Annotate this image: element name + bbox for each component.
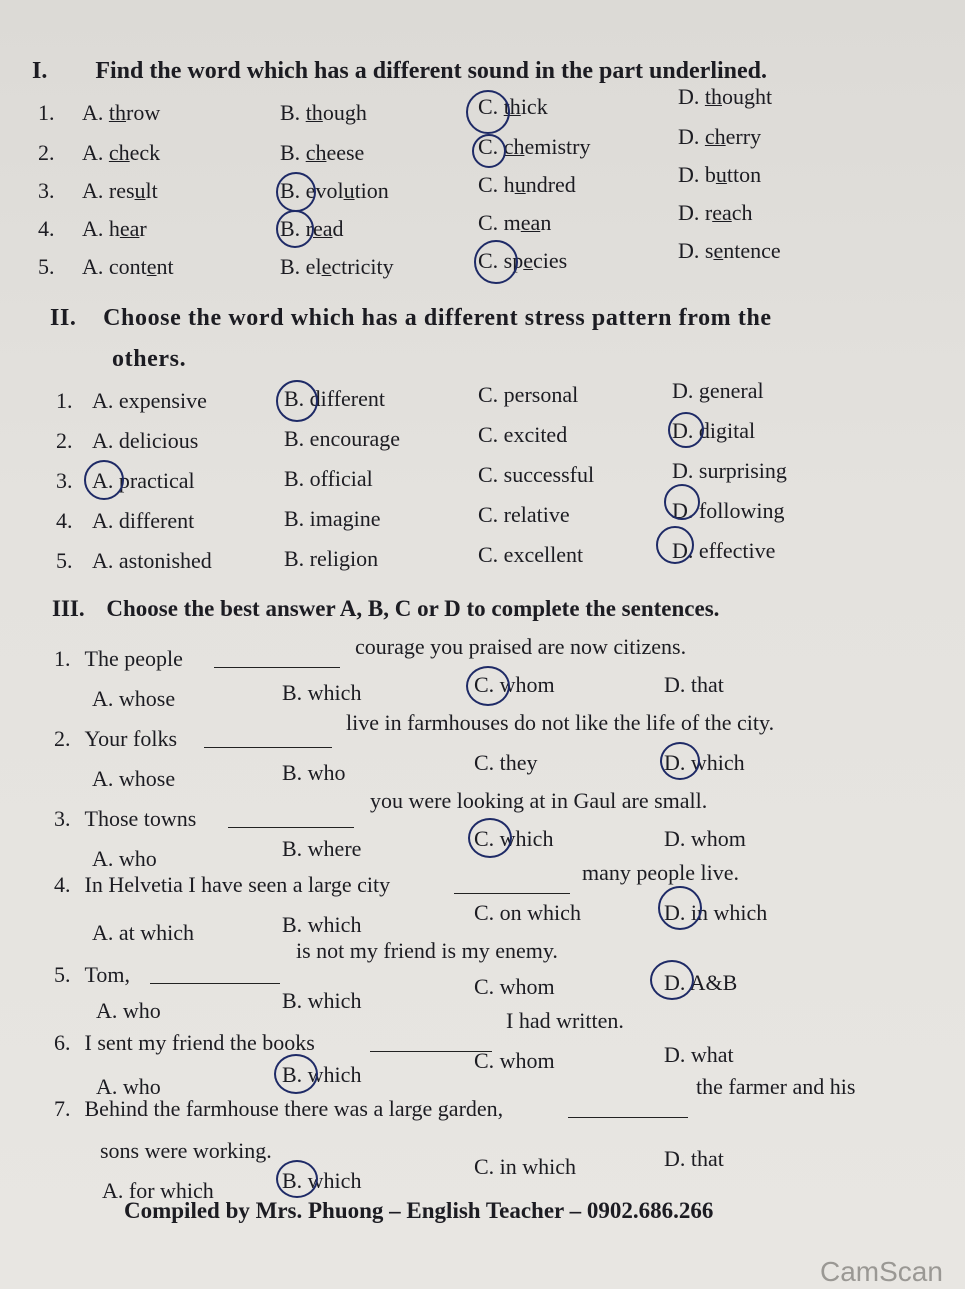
answer-blank bbox=[204, 746, 332, 748]
stem-continuation: is not my friend is my enemy. bbox=[296, 938, 558, 963]
option-c: C. which bbox=[474, 826, 554, 851]
section2-title-line2: others. bbox=[112, 346, 187, 372]
question-number: 3. bbox=[56, 468, 73, 493]
option-text: A. h bbox=[82, 216, 120, 241]
question-number: 2. bbox=[56, 428, 73, 453]
option-text: C. bbox=[478, 94, 504, 119]
question-stem bbox=[54, 962, 130, 988]
option-d: D. A&B bbox=[664, 970, 738, 995]
question-stem bbox=[54, 872, 390, 898]
stem-text: Behind the farmhouse there was a large garden, bbox=[84, 1096, 504, 1121]
option-text: A. bbox=[82, 140, 109, 165]
option-d bbox=[678, 200, 753, 226]
option-text: tion bbox=[354, 178, 389, 203]
answer-circle-mark bbox=[656, 526, 694, 564]
option-c: C. in which bbox=[474, 1154, 577, 1179]
option-text: tton bbox=[726, 162, 762, 187]
option-text: ough bbox=[322, 100, 367, 125]
option-text: row bbox=[126, 100, 161, 125]
option-text: C. m bbox=[478, 210, 521, 235]
option-c: C. excited bbox=[478, 422, 568, 447]
stem-text: Those towns bbox=[84, 806, 197, 831]
underlined-part: ea bbox=[313, 216, 333, 241]
stem-continuation: courage you praised are now citizens. bbox=[355, 634, 687, 659]
option-text: A. res bbox=[82, 178, 135, 203]
option-d bbox=[678, 124, 761, 150]
option-text: ntence bbox=[723, 238, 781, 263]
option-c bbox=[478, 172, 576, 198]
option-text: r bbox=[139, 216, 147, 241]
question-number: 1. bbox=[56, 388, 73, 413]
option-d: D. what bbox=[664, 1042, 734, 1067]
underlined-part: th bbox=[108, 100, 127, 125]
option-d: D. in which bbox=[664, 900, 768, 925]
option-text: cies bbox=[533, 248, 568, 273]
answer-circle-mark bbox=[658, 886, 702, 930]
option-d: D. digital bbox=[672, 418, 756, 443]
underlined-part: th bbox=[503, 94, 521, 119]
underlined-part: th bbox=[305, 100, 323, 125]
question-stem bbox=[54, 646, 183, 672]
answer-circle-mark bbox=[668, 412, 704, 448]
question-number: 5. bbox=[38, 254, 55, 279]
underlined-part: ch bbox=[503, 134, 525, 159]
option-b: B. which bbox=[282, 1168, 362, 1193]
option-b: B. encourage bbox=[284, 426, 401, 451]
underlined-part: e bbox=[523, 248, 534, 273]
section3-number: III. bbox=[52, 596, 85, 621]
option-text: n bbox=[540, 210, 552, 235]
answer-circle-mark bbox=[84, 460, 124, 500]
option-b bbox=[280, 100, 367, 126]
option-text: ick bbox=[520, 94, 548, 119]
option-d: D. effective bbox=[672, 538, 776, 563]
option-d: D. which bbox=[664, 750, 745, 775]
option-b: B. which bbox=[282, 988, 362, 1013]
option-a: A. who bbox=[92, 846, 157, 871]
underlined-part: e bbox=[713, 238, 724, 263]
option-d bbox=[678, 162, 761, 188]
section3-heading bbox=[52, 596, 719, 622]
option-c: C. they bbox=[474, 750, 538, 775]
answer-circle-mark bbox=[660, 742, 700, 780]
option-text: A. bbox=[82, 100, 109, 125]
answer-circle-mark bbox=[466, 90, 510, 134]
option-a: A. expensive bbox=[92, 388, 207, 413]
option-d: D. following bbox=[672, 498, 785, 523]
option-a: A. who bbox=[96, 998, 161, 1023]
question-number: 3. bbox=[38, 178, 55, 203]
option-d: D. that bbox=[664, 1146, 724, 1171]
option-b: B. different bbox=[284, 386, 386, 411]
question-number: 4. bbox=[56, 508, 73, 533]
question-number: 5. bbox=[56, 548, 73, 573]
option-b: B. which bbox=[282, 680, 362, 705]
section2-number: II. bbox=[50, 305, 77, 331]
section2-heading bbox=[50, 305, 772, 332]
stem-continuation: many people live. bbox=[582, 860, 740, 885]
option-d: D. surprising bbox=[672, 458, 787, 483]
option-a: A. practical bbox=[92, 468, 195, 493]
stem-continuation: you were looking at in Gaul are small. bbox=[370, 788, 708, 813]
option-d bbox=[678, 84, 772, 110]
option-b: B. who bbox=[282, 760, 346, 785]
underlined-part: u bbox=[134, 178, 146, 203]
option-text: D. b bbox=[678, 162, 716, 187]
section1-number: I. bbox=[32, 58, 48, 84]
option-a: A. for which bbox=[102, 1178, 214, 1203]
option-text: D. bbox=[678, 84, 705, 109]
option-text: erry bbox=[725, 124, 762, 149]
option-b bbox=[280, 140, 364, 166]
underlined-part: ea bbox=[712, 200, 732, 225]
option-c: C. whom bbox=[474, 1048, 555, 1073]
option-c: C. whom bbox=[474, 974, 555, 999]
underlined-part: ea bbox=[520, 210, 541, 235]
option-text: B. bbox=[280, 100, 306, 125]
question-number: 4. bbox=[54, 872, 71, 897]
question-stem bbox=[54, 1096, 503, 1122]
underlined-part: ea bbox=[119, 216, 140, 241]
option-text: emistry bbox=[524, 134, 591, 159]
underlined-part: ch bbox=[704, 124, 726, 149]
option-text: B. evol bbox=[280, 178, 344, 203]
question-number: 6. bbox=[54, 1030, 71, 1055]
section2-title-line1: Choose the word which has a different stress pattern from the bbox=[103, 305, 772, 331]
option-b: B. which bbox=[282, 1062, 362, 1087]
option-text: ctricity bbox=[331, 254, 394, 279]
option-d: D. that bbox=[664, 672, 724, 697]
answer-circle-mark bbox=[664, 484, 700, 520]
option-c: C. relative bbox=[478, 502, 570, 527]
option-c: C. successful bbox=[478, 462, 595, 487]
footer-credit: Compiled by Mrs. Phuong – English Teacher – 0902.686.266 bbox=[124, 1198, 714, 1223]
option-a bbox=[82, 178, 158, 204]
option-text: ndred bbox=[525, 172, 576, 197]
option-b: B. imagine bbox=[284, 506, 381, 531]
answer-blank bbox=[150, 982, 280, 984]
stem-continuation: the farmer and his bbox=[696, 1074, 856, 1099]
question-stem bbox=[54, 1030, 315, 1056]
option-text: B. el bbox=[280, 254, 322, 279]
answer-circle-mark bbox=[650, 960, 694, 1000]
option-a: A. at which bbox=[92, 920, 195, 945]
option-text: d bbox=[332, 216, 344, 241]
answer-blank bbox=[214, 666, 340, 668]
option-text: C. bbox=[478, 134, 504, 159]
option-c: C. on which bbox=[474, 900, 581, 925]
stem-text: The people bbox=[84, 646, 183, 671]
underlined-part: ch bbox=[305, 140, 327, 165]
option-text: nt bbox=[156, 254, 174, 279]
question-stem bbox=[54, 806, 196, 832]
stem-continuation: I had written. bbox=[506, 1008, 624, 1033]
option-b bbox=[280, 254, 394, 280]
question-number: 1. bbox=[54, 646, 71, 671]
answer-circle-mark bbox=[276, 380, 318, 422]
option-c: C. personal bbox=[478, 382, 579, 407]
option-text: eck bbox=[129, 140, 161, 165]
question-number: 3. bbox=[54, 806, 71, 831]
option-a: A. delicious bbox=[92, 428, 199, 453]
option-text: B. bbox=[280, 140, 306, 165]
answer-circle-mark bbox=[274, 1054, 318, 1094]
option-text: D. s bbox=[678, 238, 714, 263]
option-a bbox=[82, 140, 160, 166]
answer-blank bbox=[568, 1116, 688, 1118]
underlined-part: ch bbox=[108, 140, 130, 165]
underlined-part: th bbox=[704, 84, 723, 109]
scanner-watermark: CamScan bbox=[820, 1256, 943, 1287]
option-a: A. different bbox=[92, 508, 195, 533]
underlined-part: e bbox=[321, 254, 332, 279]
section1-heading bbox=[32, 58, 767, 85]
section3-title: Choose the best answer A, B, C or D to complete the sentences. bbox=[106, 596, 720, 621]
answer-circle-mark bbox=[474, 240, 518, 284]
answer-circle-mark bbox=[276, 210, 314, 248]
option-a: A. whose bbox=[92, 766, 176, 791]
option-b: B. religion bbox=[284, 546, 379, 571]
option-text: B. r bbox=[280, 216, 313, 241]
option-a bbox=[82, 100, 160, 126]
option-text: D. r bbox=[678, 200, 713, 225]
option-a: A. astonished bbox=[92, 548, 212, 573]
option-b: B. which bbox=[282, 912, 362, 937]
section1-title: Find the word which has a different sound in the part underlined. bbox=[95, 58, 768, 84]
answer-circle-mark bbox=[468, 818, 512, 858]
stem-text: Your folks bbox=[84, 726, 178, 751]
question-number: 5. bbox=[54, 962, 71, 987]
option-text: eese bbox=[326, 140, 365, 165]
option-c: C. whom bbox=[474, 672, 555, 697]
question-number: 7. bbox=[54, 1096, 71, 1121]
stem-line2: sons were working. bbox=[100, 1138, 272, 1163]
answer-circle-mark bbox=[466, 666, 510, 706]
option-d: D. general bbox=[672, 378, 764, 403]
answer-circle-mark bbox=[472, 134, 506, 168]
option-text: C. h bbox=[478, 172, 515, 197]
option-text: lt bbox=[145, 178, 158, 203]
option-c bbox=[478, 210, 551, 236]
option-a bbox=[82, 254, 174, 280]
option-a bbox=[82, 216, 147, 242]
underlined-part: u bbox=[514, 172, 526, 197]
answer-circle-mark bbox=[276, 1160, 318, 1198]
stem-text: Tom, bbox=[84, 962, 131, 987]
answer-blank bbox=[454, 892, 570, 894]
stem-text: In Helvetia I have seen a large city bbox=[84, 872, 391, 897]
underlined-part: e bbox=[146, 254, 157, 279]
option-text: D. bbox=[678, 124, 705, 149]
stem-continuation: live in farmhouses do not like the life of the city. bbox=[346, 710, 775, 735]
option-a: A. who bbox=[96, 1074, 161, 1099]
question-stem bbox=[54, 726, 177, 752]
question-number: 4. bbox=[38, 216, 55, 241]
option-d bbox=[678, 238, 781, 264]
option-text: A. cont bbox=[82, 254, 147, 279]
answer-blank bbox=[228, 826, 354, 828]
option-text: ought bbox=[722, 84, 773, 109]
option-c: C. excellent bbox=[478, 542, 584, 567]
option-text: ch bbox=[731, 200, 753, 225]
answer-circle-mark bbox=[276, 172, 316, 212]
question-number: 2. bbox=[54, 726, 71, 751]
option-a: A. whose bbox=[92, 686, 176, 711]
option-b: B. where bbox=[282, 836, 362, 861]
stem-text: I sent my friend the books bbox=[84, 1030, 315, 1055]
question-number: 2. bbox=[38, 140, 55, 165]
option-d: D. whom bbox=[664, 826, 746, 851]
underlined-part: u bbox=[715, 162, 727, 187]
option-text: C. sp bbox=[478, 248, 524, 273]
underlined-part: u bbox=[343, 178, 355, 203]
option-b: B. official bbox=[284, 466, 373, 491]
question-number: 1. bbox=[38, 100, 55, 125]
